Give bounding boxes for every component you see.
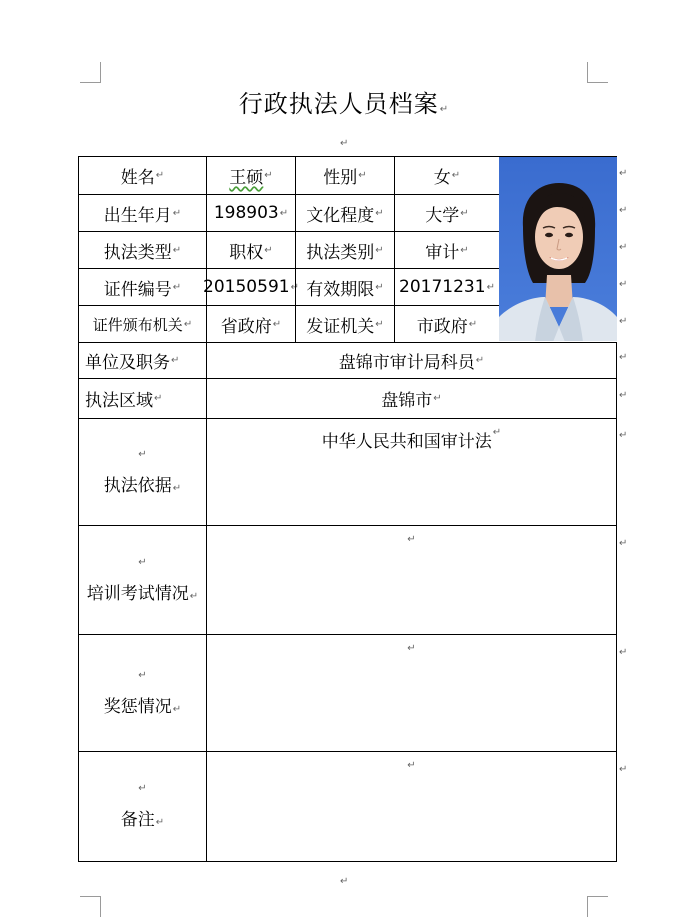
paragraph-mark-icon bbox=[487, 282, 495, 293]
paragraph-mark-icon bbox=[264, 245, 272, 256]
basis-value-cell[interactable] bbox=[206, 418, 617, 525]
paragraph-mark-icon bbox=[340, 876, 348, 887]
certifying-authority-value: 市政府 bbox=[416, 316, 468, 337]
name-label-cell[interactable] bbox=[78, 156, 206, 194]
paragraph-mark-icon bbox=[407, 643, 415, 654]
certifying-authority-label: 发证机关 bbox=[306, 316, 375, 337]
area-label: 执法区域 bbox=[85, 391, 153, 411]
page-corner-mark-top-right bbox=[587, 62, 608, 83]
paragraph-mark-icon bbox=[171, 355, 179, 366]
training-label: 培训考试情况 bbox=[86, 583, 189, 604]
unit-label: 单位及职务 bbox=[85, 353, 170, 373]
document-title-text: 行政执法人员档案 bbox=[238, 90, 439, 118]
unit-value: 盘锦市审计局科员 bbox=[338, 353, 475, 373]
paragraph-mark-icon bbox=[138, 449, 146, 471]
certifying-authority-value-cell[interactable] bbox=[394, 305, 499, 342]
area-value: 盘锦市 bbox=[381, 391, 433, 411]
remarks-value-cell[interactable] bbox=[206, 751, 617, 862]
gender-value: 女 bbox=[433, 168, 451, 188]
paragraph-mark-icon bbox=[407, 534, 415, 545]
paragraph-mark-icon bbox=[340, 138, 348, 149]
education-value-cell[interactable] bbox=[394, 194, 499, 231]
row-end-mark-icon bbox=[619, 279, 627, 290]
paragraph-mark-icon bbox=[156, 170, 164, 181]
paragraph-mark-icon bbox=[264, 170, 272, 181]
personnel-file-table bbox=[78, 156, 617, 862]
paragraph-mark-icon bbox=[173, 245, 181, 256]
row-end-mark-icon bbox=[619, 647, 627, 658]
paragraph-mark-icon bbox=[173, 208, 181, 219]
birth-value: 198903 bbox=[213, 203, 279, 223]
validity-label: 有效期限 bbox=[306, 279, 375, 300]
paragraph-mark-icon bbox=[173, 704, 181, 715]
validity-value: 20171231 bbox=[399, 277, 486, 297]
enforcement-type-label: 执法类型 bbox=[103, 242, 172, 263]
area-label-cell[interactable] bbox=[78, 378, 206, 418]
gender-value-cell[interactable] bbox=[394, 156, 499, 194]
name-label: 姓名 bbox=[120, 168, 155, 188]
paragraph-mark-icon bbox=[440, 104, 449, 115]
basis-label-cell[interactable] bbox=[78, 418, 206, 525]
paragraph-mark-icon bbox=[280, 208, 288, 219]
enforcement-type-value: 职权 bbox=[229, 242, 264, 263]
certifying-authority-label-cell[interactable] bbox=[295, 305, 394, 342]
certificate-no-label: 证件编号 bbox=[103, 279, 172, 300]
paragraph-mark-icon bbox=[469, 319, 477, 330]
row-end-mark-icon bbox=[619, 316, 627, 327]
paragraph-mark-icon bbox=[460, 245, 468, 256]
certificate-no-value-cell[interactable] bbox=[203, 268, 295, 305]
education-label-cell[interactable] bbox=[295, 194, 394, 231]
basis-label: 执法依据 bbox=[103, 475, 172, 496]
rewards-label: 奖惩情况 bbox=[103, 696, 172, 717]
enforcement-type-value-cell[interactable] bbox=[206, 231, 295, 268]
enforcement-category-label-cell[interactable] bbox=[295, 231, 394, 268]
row-end-mark-icon bbox=[619, 242, 627, 253]
paragraph-mark-icon bbox=[184, 319, 192, 330]
paragraph-mark-icon bbox=[460, 208, 468, 219]
row-end-mark-icon bbox=[619, 205, 627, 216]
name-value: 王硕 bbox=[229, 168, 264, 188]
paragraph-mark-icon bbox=[173, 282, 181, 293]
basis-value: 中华人民共和国审计法 bbox=[321, 432, 492, 452]
portrait-image bbox=[499, 157, 617, 341]
education-value: 大学 bbox=[425, 205, 460, 226]
education-label: 文化程度 bbox=[306, 205, 375, 226]
paragraph-mark-icon bbox=[138, 670, 146, 692]
id-photo[interactable] bbox=[499, 156, 617, 341]
enforcement-category-label: 执法类别 bbox=[306, 242, 375, 263]
issuing-authority-label-cell[interactable] bbox=[78, 305, 206, 342]
issuing-authority-value: 省政府 bbox=[220, 316, 272, 337]
training-value-cell[interactable] bbox=[206, 525, 617, 634]
page-corner-mark-top-left bbox=[80, 62, 101, 83]
paragraph-mark-icon bbox=[493, 427, 501, 438]
unit-label-cell[interactable] bbox=[78, 342, 206, 378]
row-end-mark-icon bbox=[619, 764, 627, 775]
gender-label: 性别 bbox=[323, 168, 358, 188]
paragraph-mark-icon bbox=[273, 319, 281, 330]
enforcement-category-value-cell[interactable] bbox=[394, 231, 499, 268]
row-end-mark-icon bbox=[619, 538, 627, 549]
enforcement-type-label-cell[interactable] bbox=[78, 231, 206, 268]
paragraph-mark-icon bbox=[138, 557, 146, 579]
paragraph-mark-icon bbox=[358, 170, 366, 181]
gender-label-cell[interactable] bbox=[295, 156, 394, 194]
paragraph-mark-icon bbox=[375, 282, 383, 293]
area-value-cell[interactable] bbox=[206, 378, 617, 418]
remarks-label-cell[interactable] bbox=[78, 751, 206, 862]
row-end-mark-icon bbox=[619, 430, 627, 441]
validity-value-cell[interactable] bbox=[394, 268, 499, 305]
paragraph-mark-icon bbox=[190, 591, 198, 602]
paragraph-mark-icon bbox=[375, 208, 383, 219]
paragraph-mark-icon bbox=[375, 319, 383, 330]
enforcement-category-value: 审计 bbox=[425, 242, 460, 263]
birth-value-cell[interactable] bbox=[206, 194, 295, 231]
paragraph-mark-icon bbox=[476, 355, 484, 366]
certificate-no-label-cell[interactable] bbox=[78, 268, 206, 305]
row-end-mark-icon bbox=[619, 168, 627, 179]
training-label-cell[interactable] bbox=[78, 525, 206, 634]
validity-label-cell[interactable] bbox=[295, 268, 394, 305]
paragraph-mark-icon bbox=[156, 817, 164, 828]
unit-value-cell[interactable] bbox=[206, 342, 617, 378]
paragraph-mark-icon bbox=[173, 483, 181, 494]
row-end-mark-icon bbox=[619, 352, 627, 363]
birth-label-cell[interactable] bbox=[78, 194, 206, 231]
rewards-label-cell[interactable] bbox=[78, 634, 206, 751]
issuing-authority-label: 证件颁布机关 bbox=[92, 315, 183, 334]
paragraph-mark-icon bbox=[452, 170, 460, 181]
paragraph-mark-icon bbox=[433, 393, 441, 404]
rewards-value-cell[interactable] bbox=[206, 634, 617, 751]
document-title[interactable] bbox=[0, 84, 688, 119]
remarks-label: 备注 bbox=[120, 810, 155, 830]
paragraph-mark-icon bbox=[407, 760, 415, 771]
row-end-mark-icon bbox=[619, 390, 627, 401]
certificate-no-value: 20150591 bbox=[203, 277, 290, 297]
birth-label: 出生年月 bbox=[103, 205, 172, 226]
paragraph-mark-icon bbox=[154, 393, 162, 404]
name-value-cell[interactable] bbox=[206, 156, 295, 194]
paragraph-mark-icon bbox=[375, 245, 383, 256]
paragraph-mark-icon bbox=[138, 783, 146, 805]
issuing-authority-value-cell[interactable] bbox=[206, 305, 295, 342]
